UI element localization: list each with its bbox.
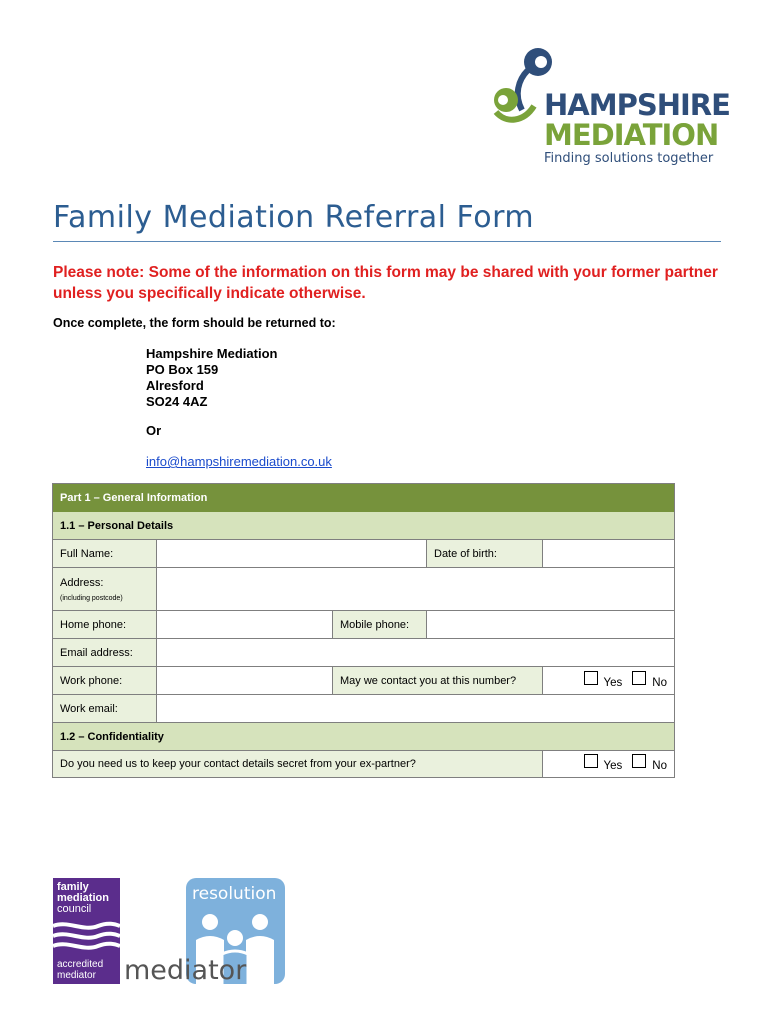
return-intro: Once complete, the form should be returned to:: [53, 316, 336, 330]
hampshire-mediation-logo: [488, 40, 728, 168]
return-address: [146, 346, 277, 410]
full-name-field[interactable]: [157, 540, 427, 567]
yes-label: Yes: [603, 760, 623, 772]
no-label: No: [652, 676, 667, 689]
logo-tagline: Finding solutions together: [544, 151, 714, 166]
work-email-field[interactable]: [157, 695, 674, 722]
fmc-text-accredited: accredited: [57, 959, 104, 970]
mediator-text: mediator: [124, 955, 247, 986]
part1-header: Part 1 – General Information: [53, 484, 674, 512]
address-line: Hampshire Mediation: [146, 346, 278, 361]
work-phone-field[interactable]: [157, 667, 333, 694]
fmc-text-mediator: mediator: [57, 970, 96, 981]
page-title: Family Mediation Referral Form: [53, 200, 535, 235]
fmc-text-mediation: mediation: [57, 892, 109, 904]
family-mediation-council-logo: [53, 878, 120, 984]
personal-details-header: 1.1 – Personal Details: [53, 512, 674, 539]
logo-name-line1: HAMPSHIRE: [544, 88, 730, 122]
confidentiality-no-checkbox[interactable]: [632, 754, 646, 768]
address-hint: (including postcode): [60, 594, 123, 602]
yes-label: Yes: [603, 676, 623, 689]
work-email-label: Work email:: [53, 695, 157, 722]
home-phone-label: Home phone:: [53, 611, 157, 638]
privacy-note: Please note: Some of the information on this form may be shared with your former partner unless you specifically indicate otherwise.: [53, 264, 718, 302]
fmc-wave-icon: [53, 918, 120, 958]
work-phone-row: [52, 667, 675, 695]
address-line: PO Box 159: [146, 362, 219, 377]
phone-row: [52, 611, 675, 639]
confidentiality-header: 1.2 – Confidentiality: [53, 723, 674, 750]
mobile-phone-field[interactable]: [427, 611, 674, 638]
confidentiality-header-row: [52, 723, 675, 751]
confidentiality-yes-no: [543, 751, 674, 777]
email-link[interactable]: info@hampshiremediation.co.uk: [146, 454, 332, 469]
address-field[interactable]: [157, 568, 674, 610]
title-divider: [53, 241, 721, 242]
address-label: Address:: [60, 576, 104, 589]
personal-details-row: [52, 512, 675, 540]
logo-name-line2: MEDIATION: [544, 118, 719, 152]
address-row: [52, 568, 675, 611]
email-label: Email address:: [53, 639, 157, 666]
work-email-row: [52, 695, 675, 723]
part1-header-row: [52, 483, 675, 513]
address-line: SO24 4AZ: [146, 394, 208, 409]
home-phone-field[interactable]: [157, 611, 333, 638]
mobile-phone-label: Mobile phone:: [333, 611, 427, 638]
work-phone-label: Work phone:: [53, 667, 157, 694]
fmc-text-council: council: [57, 903, 92, 915]
contact-no-checkbox[interactable]: [632, 671, 646, 685]
email-row: [52, 639, 675, 667]
confidentiality-row: [52, 751, 675, 778]
contact-question: May we contact you at this number?: [333, 667, 543, 694]
email-field[interactable]: [157, 639, 674, 666]
address-label-cell: [53, 568, 157, 610]
or-label: Or: [146, 423, 162, 438]
resolution-text: resolution: [192, 884, 277, 904]
address-line: Alresford: [146, 378, 204, 393]
full-name-row: [52, 540, 675, 568]
fmc-text-family: family: [57, 881, 89, 893]
dob-field[interactable]: [543, 540, 674, 567]
contact-yes-no: [543, 667, 674, 694]
full-name-label: Full Name:: [53, 540, 157, 567]
confidentiality-question: Do you need us to keep your contact details secret from your ex-partner?: [53, 751, 543, 777]
no-label: No: [652, 760, 667, 772]
confidentiality-yes-checkbox[interactable]: [584, 754, 598, 768]
contact-yes-checkbox[interactable]: [584, 671, 598, 685]
dob-label: Date of birth:: [427, 540, 543, 567]
